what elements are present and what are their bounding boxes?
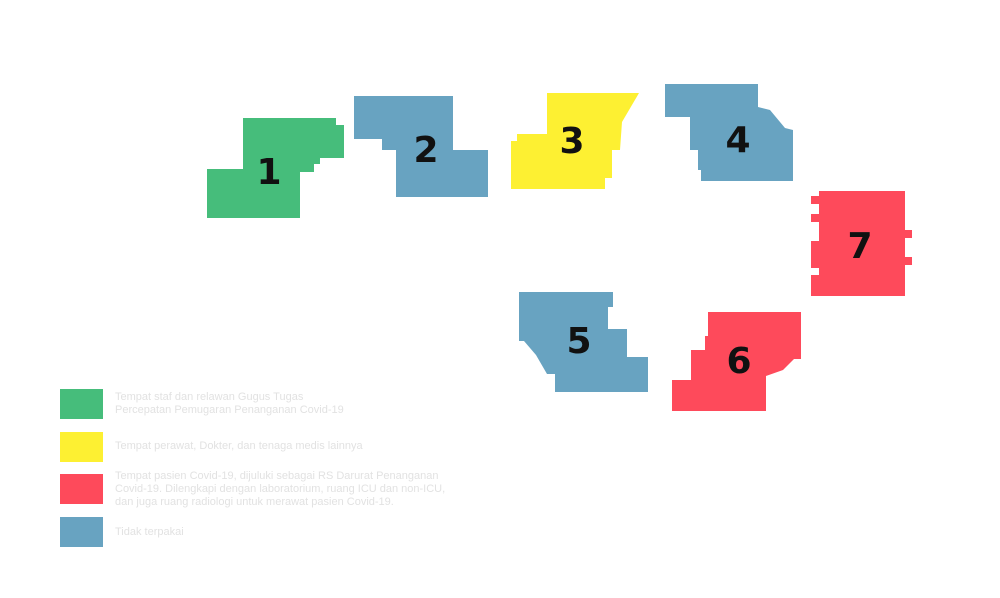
building-7-number: 7	[847, 226, 873, 267]
building-4-number: 4	[725, 120, 751, 161]
legend-item-staf	[60, 389, 495, 419]
legend-text-staf	[115, 391, 495, 417]
building-5-number: 5	[566, 321, 592, 362]
building-3	[511, 93, 639, 189]
legend-text-perawat	[115, 440, 495, 453]
building-3-number: 3	[559, 121, 585, 162]
legend-line: Tempat perawat, Dokter, dan tenaga medis lainnya	[115, 440, 363, 452]
legend-swatch-red	[60, 474, 103, 504]
building-5	[519, 292, 648, 392]
building-6-number: 6	[726, 341, 752, 382]
building-6	[672, 312, 801, 411]
building-7	[811, 191, 912, 296]
legend-line: Covid-19. Dilengkapi dengan laboratorium, ruang ICU dan non-ICU,	[115, 483, 446, 495]
legend-swatch-blue	[60, 517, 103, 547]
building-2-number: 2	[413, 130, 439, 171]
legend-text-pasien	[115, 470, 495, 509]
building-1-number: 1	[256, 152, 282, 193]
legend-line: dan juga ruang radiologi untuk merawat pasien Covid-19.	[115, 496, 394, 508]
legend-line: Tempat pasien Covid-19, dijuluki sebagai RS Darurat Penanganan	[115, 470, 439, 482]
legend-item-pasien	[60, 470, 495, 509]
legend-swatch-green	[60, 389, 103, 419]
legend-line: Percepatan Pemugaran Penanganan Covid-19	[115, 404, 344, 416]
legend-line: Tidak terpakai	[115, 526, 184, 538]
legend-text-tidak-terpakai	[115, 526, 495, 539]
building-1	[207, 118, 344, 218]
building-2	[354, 96, 488, 197]
legend-item-perawat	[60, 432, 495, 462]
legend-item-tidak-terpakai	[60, 517, 495, 547]
legend-swatch-yellow	[60, 432, 103, 462]
legend-line: Tempat staf dan relawan Gugus Tugas	[115, 391, 304, 403]
building-4	[665, 84, 793, 181]
